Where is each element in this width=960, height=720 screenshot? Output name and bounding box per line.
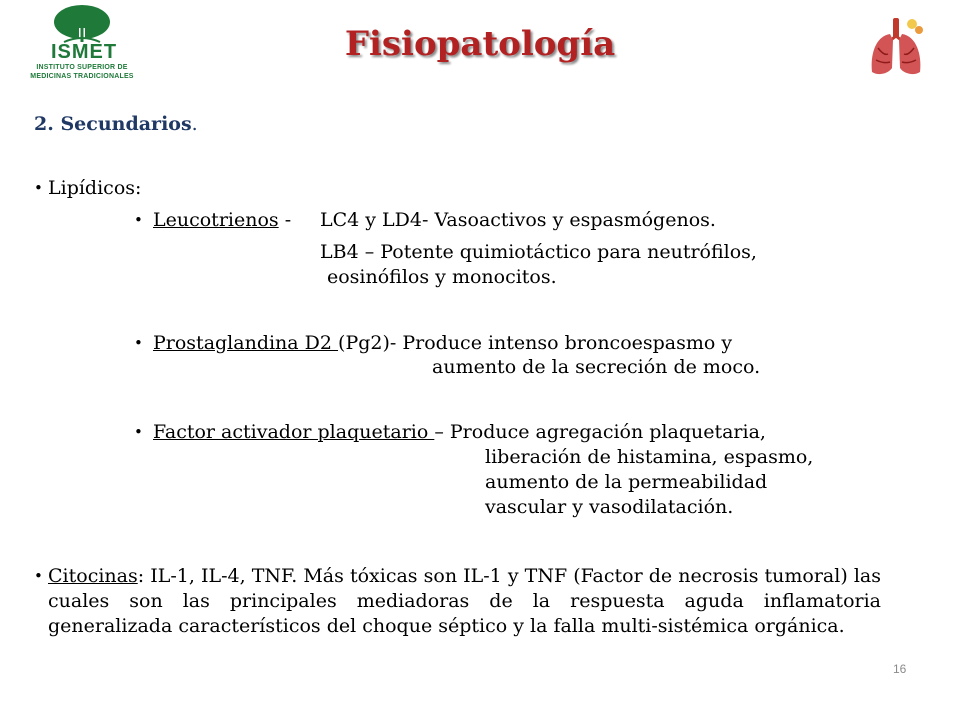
factor-line2: liberación de histamina, espasmo, [485, 446, 814, 468]
page-title: Fisiopatología [344, 24, 616, 64]
leucotrienos-term: Leucotrienos [153, 209, 279, 231]
prostaglandina-line2: aumento de la secreción de moco. [432, 356, 761, 378]
factor-line1: – Produce agregación plaquetaria, [434, 421, 766, 443]
citocinas-text: : IL-1, IL-4, TNF. Más tóxicas son IL-1 y TNF (Factor de necrosis tumoral) las cuales son las principales mediadoras de la respuesta aguda inflamatoria generalizada característicos del choque séptico y la falla multi-sistémica orgánica. [48, 565, 881, 637]
factor-item [153, 420, 766, 444]
leucotrienos-item [153, 208, 291, 232]
bullet-icon: • [134, 334, 143, 352]
citocinas-paragraph [48, 564, 881, 639]
page-number: 16 [893, 662, 907, 676]
bullet-icon: • [134, 211, 143, 229]
bullet-icon: • [34, 567, 43, 585]
prostaglandina-term: Prostaglandina D2 [153, 332, 339, 354]
bullet-icon: • [134, 423, 143, 441]
factor-term: Factor activador plaquetario [153, 421, 435, 443]
leucotrienos-line3: eosinófilos y monocitos. [327, 266, 557, 288]
leucotrienos-line1: LC4 y LD4- Vasoactivos y espasmógenos. [320, 209, 716, 231]
section-heading-punct: . [191, 113, 198, 135]
prostaglandina-item [153, 331, 732, 355]
logo-subtitle-line1: INSTITUTO SUPERIOR DE [36, 64, 128, 71]
factor-line3: aumento de la permeabilidad [485, 471, 768, 493]
section-heading-text: 2. Secundarios [34, 113, 192, 135]
lungs-icon [864, 14, 928, 78]
citocinas-term: Citocinas [48, 565, 138, 587]
leucotrienos-sep: - [278, 209, 292, 231]
lipidicos-label: Lipídicos: [48, 177, 142, 199]
section-heading [34, 112, 198, 136]
logo-name: ISMET [50, 41, 118, 63]
leucotrienos-line2: LB4 – Potente quimiotáctico para neutrófilos, [320, 241, 757, 263]
prostaglandina-line1: (Pg2)- Produce intenso broncoespasmo y [338, 332, 733, 354]
bullet-icon: • [34, 179, 43, 197]
factor-line4: vascular y vasodilatación. [485, 496, 734, 518]
logo-subtitle-line2: MEDICINAS TRADICIONALES [30, 73, 134, 80]
